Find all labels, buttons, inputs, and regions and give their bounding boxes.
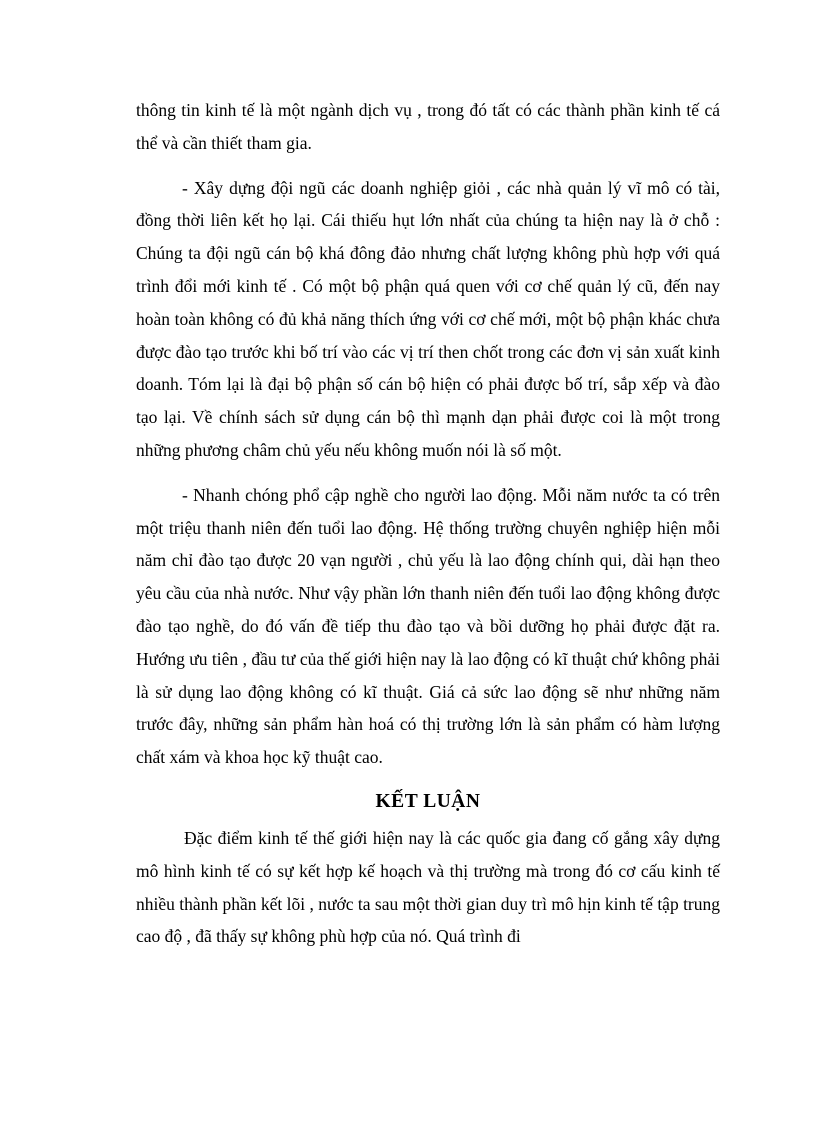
paragraph-spacer [136, 160, 720, 172]
paragraph-conclusion: Đặc điểm kinh tế thế giới hiện nay là các quốc gia đang cố gắng xây dựng mô hình kinh tế có sự kết hợp kế hoạch và thị trường mà trong đó cơ cấu kinh tế nhiều thành phần kết lõi , nước ta sau một thời gian duy trì mô hịn kinh tế tập trung cao độ , đã thấy sự không phù hợp của nó. Quá trình đi [136, 827, 721, 947]
paragraph-management-staff: - Xây dựng đội ngũ các doanh nghiệp giỏi , các nhà quản lý vĩ mô có tài, đồng thời liên kết họ lại. Cái thiếu hụt lớn nhất của chúng ta hiện nay là ở chỗ : Chúng ta đội ngũ cán bộ khá đông đảo nhưng chất lượng không phù hợp với quá trình đổi mới kinh tế . Có một bộ phận quá quen với cơ chế quản lý cũ, đến nay hoàn toàn không có đủ khả năng thích ứng với cơ chế mới, một bộ phận khác chưa được đào tạo trước khi bố trí vào các vị trí then chốt trong các đơn vị sản xuất kinh doanh. Tóm lại là đại bộ phận số cán bộ hiện có phải được bố trí, sắp xếp và đào tạo lại. Về chính sách sử dụng cán bộ thì mạnh dạn phải được coi là một trong những phương châm chủ yếu nếu không muốn nói là số một. [136, 177, 720, 460]
paragraph-continuation: thông tin kinh tế là một ngành dịch vụ , trong đó tất có các thành phần kinh tế cá thể và cần thiết tham gia. [136, 100, 720, 153]
paragraph-vocational-training: - Nhanh chóng phổ cập nghề cho người lao động. Mỗi năm nước ta có trên một triệu thanh niên đến tuổi lao động. Hệ thống trường chuyên nghiệp hiện mỗi năm chỉ đào tạo được 20 vạn người , chủ yếu là lao động chính qui, dài hạn theo yêu cầu của nhà nước. Như vậy phần lớn thanh niên đến tuổi lao động không được đào tạo nghề, do đó vấn đề tiếp thu đào tạo và bồi dưỡng họ phải được đặt ra. Hướng ưu tiên , đầu tư của thế giới hiện nay là lao động có kĩ thuật chứ không phải là sử dụng lao động không có kĩ thuật. Giá cả sức lao động sẽ như những năm trước đây, những sản phẩm hàn hoá có thị trường lớn là sản phẩm có hàm lượng chất xám và khoa học kỹ thuật cao. [136, 484, 720, 768]
document-page [136, 94, 720, 953]
paragraph-spacer [136, 467, 720, 479]
section-heading-conclusion: KẾT LUẬN [375, 790, 481, 812]
